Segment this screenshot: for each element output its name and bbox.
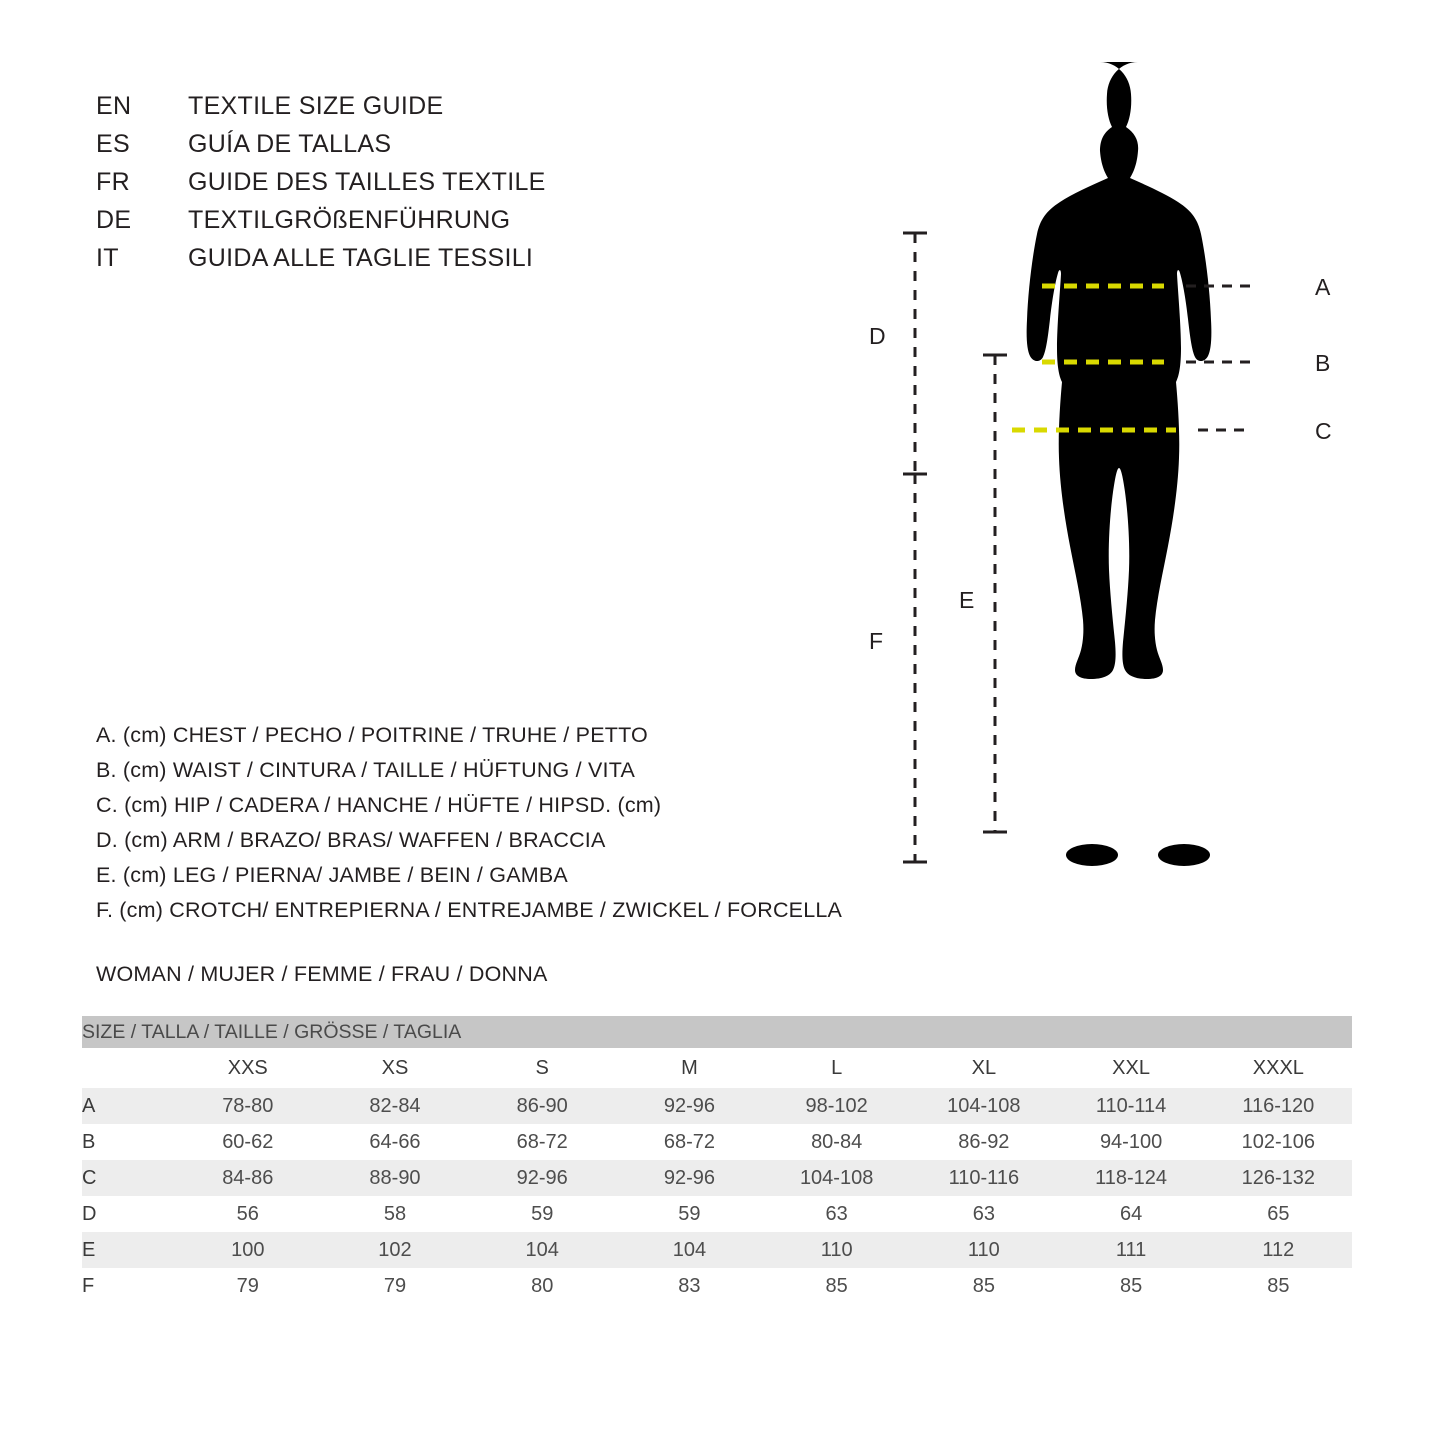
cell-e-xxxl: 112	[1205, 1232, 1352, 1268]
table-header-row	[82, 1048, 1352, 1088]
table-row	[82, 1160, 1352, 1196]
dimension-label-d: D	[869, 323, 886, 349]
cell-f-s: 80	[531, 1274, 554, 1297]
cell-d-xxl: 64	[1119, 1202, 1143, 1225]
table-banner-label: SIZE / TALLA / TAILLE / GRÖSSE / TAGLIA	[82, 1016, 1352, 1048]
marker-label-b: B	[1315, 350, 1331, 376]
cell-f-l: 85	[825, 1274, 848, 1297]
cell-e-xl: 110	[910, 1232, 1057, 1268]
table-header-xl: XL	[910, 1048, 1057, 1088]
dimension-label-f: F	[869, 628, 884, 654]
legend-block	[96, 723, 896, 933]
marker-label-a: A	[1315, 274, 1331, 300]
size-table	[82, 1016, 1352, 1304]
table-row	[82, 1196, 1352, 1232]
legend-item-f: F. (cm) CROTCH/ ENTREPIERNA / ENTREJAMBE / ZWICKEL / FORCELLA	[96, 898, 843, 922]
table-row-label-e: E	[82, 1232, 174, 1268]
cell-b-xs: 64-66	[369, 1130, 421, 1153]
title-text-it: GUIDA ALLE TAGLIE TESSILI	[188, 244, 534, 272]
title-row-it	[96, 244, 716, 282]
table-header-s: S	[469, 1048, 616, 1088]
table-row	[82, 1124, 1352, 1160]
marker-label-c: C	[1315, 418, 1332, 444]
cell-d-xl: 63	[972, 1202, 995, 1225]
title-lang-it: IT	[96, 244, 119, 272]
table-row-label-f: F	[82, 1274, 95, 1297]
table-header-m: M	[616, 1048, 763, 1088]
cell-a-s: 86-90	[469, 1088, 616, 1124]
cell-b-m: 68-72	[663, 1130, 715, 1153]
table-row	[82, 1088, 1352, 1124]
female-silhouette	[1027, 62, 1212, 866]
dimension-label-e: E	[959, 587, 975, 613]
cell-b-l: 80-84	[811, 1130, 863, 1153]
table-header-xxl: XXL	[1057, 1048, 1204, 1088]
cell-a-xxs: 78-80	[174, 1088, 321, 1124]
cell-c-s: 92-96	[469, 1160, 616, 1196]
cell-f-xxxl: 85	[1267, 1274, 1290, 1297]
cell-e-m: 104	[616, 1232, 763, 1268]
cell-b-xl: 86-92	[958, 1130, 1010, 1153]
table-header-l: L	[763, 1048, 910, 1088]
cell-c-xxl: 118-124	[1057, 1160, 1204, 1196]
cell-c-xs: 88-90	[321, 1160, 468, 1196]
cell-a-l: 98-102	[763, 1088, 910, 1124]
legend-item-e: E. (cm) LEG / PIERNA/ JAMBE / BEIN / GAMBA	[96, 863, 568, 887]
cell-b-xxxl: 102-106	[1241, 1130, 1316, 1153]
cell-e-xxs: 100	[174, 1232, 321, 1268]
table-row-label-b: B	[82, 1130, 96, 1153]
title-row-es	[96, 130, 716, 168]
dimension-brackets	[903, 233, 1007, 862]
cell-f-xs: 79	[383, 1274, 407, 1297]
cell-c-xxxl: 126-132	[1205, 1160, 1352, 1196]
cell-b-xxl: 94-100	[1099, 1130, 1163, 1153]
cell-a-xl: 104-108	[910, 1088, 1057, 1124]
title-text-es: GUÍA DE TALLAS	[188, 130, 392, 158]
legend-item-d: D. (cm) ARM / BRAZO/ BRAS/ WAFFEN / BRACCIA	[96, 828, 606, 852]
table-row	[82, 1268, 1352, 1304]
cell-e-s: 104	[469, 1232, 616, 1268]
legend-item-c: C. (cm) HIP / CADERA / HANCHE / HÜFTE / HIPSD. (cm)	[96, 793, 662, 817]
legend-item-b: B. (cm) WAIST / CINTURA / TAILLE / HÜFTUNG / VITA	[96, 758, 635, 782]
table-row	[82, 1232, 1352, 1268]
cell-b-s: 68-72	[516, 1130, 568, 1153]
title-lang-fr: FR	[96, 168, 130, 196]
legend-item-a: A. (cm) CHEST / PECHO / POITRINE / TRUHE / PETTO	[96, 723, 648, 747]
cell-a-xxl: 110-114	[1057, 1088, 1204, 1124]
cell-d-xs: 58	[383, 1202, 407, 1225]
cell-c-xl: 110-116	[910, 1160, 1057, 1196]
cell-d-xxs: 56	[236, 1202, 259, 1225]
cell-a-xxxl: 116-120	[1205, 1088, 1352, 1124]
title-row-de	[96, 206, 716, 244]
cell-c-xxs: 84-86	[174, 1160, 321, 1196]
table-banner-row	[82, 1016, 1352, 1048]
cell-d-s: 59	[531, 1202, 554, 1225]
title-lang-es: ES	[96, 130, 130, 158]
cell-e-xxl: 111	[1057, 1232, 1204, 1268]
title-block	[96, 92, 716, 282]
table-header-xs: XS	[321, 1048, 468, 1088]
title-row-fr	[96, 168, 716, 206]
cell-a-xs: 82-84	[321, 1088, 468, 1124]
cell-c-l: 104-108	[763, 1160, 910, 1196]
measurement-figure	[820, 50, 1400, 910]
cell-d-l: 63	[825, 1202, 848, 1225]
cell-f-m: 83	[678, 1274, 701, 1297]
cell-e-l: 110	[763, 1232, 910, 1268]
cell-d-m: 59	[678, 1202, 701, 1225]
cell-f-xxl: 85	[1119, 1274, 1143, 1297]
table-header-xxxl: XXXL	[1205, 1048, 1352, 1088]
cell-a-m: 92-96	[616, 1088, 763, 1124]
cell-c-m: 92-96	[616, 1160, 763, 1196]
table-header-corner	[82, 1048, 174, 1088]
cell-d-xxxl: 65	[1267, 1202, 1290, 1225]
table-row-label-c: C	[82, 1160, 174, 1196]
title-lang-de: DE	[96, 206, 132, 234]
cell-e-xs: 102	[321, 1232, 468, 1268]
table-row-label-a: A	[82, 1088, 174, 1124]
title-text-de: TEXTILGRÖßENFÜHRUNG	[188, 206, 511, 234]
cell-f-xxs: 79	[236, 1274, 259, 1297]
title-text-fr: GUIDE DES TAILLES TEXTILE	[188, 168, 546, 196]
cell-f-xl: 85	[972, 1274, 995, 1297]
gender-caption: WOMAN / MUJER / FEMME / FRAU / DONNA	[96, 962, 548, 986]
cell-b-xxs: 60-62	[222, 1130, 274, 1153]
table-header-xxs: XXS	[174, 1048, 321, 1088]
title-lang-en: EN	[96, 92, 132, 120]
title-row-en	[96, 92, 716, 130]
table-row-label-d: D	[82, 1202, 97, 1225]
title-text-en: TEXTILE SIZE GUIDE	[188, 92, 444, 120]
